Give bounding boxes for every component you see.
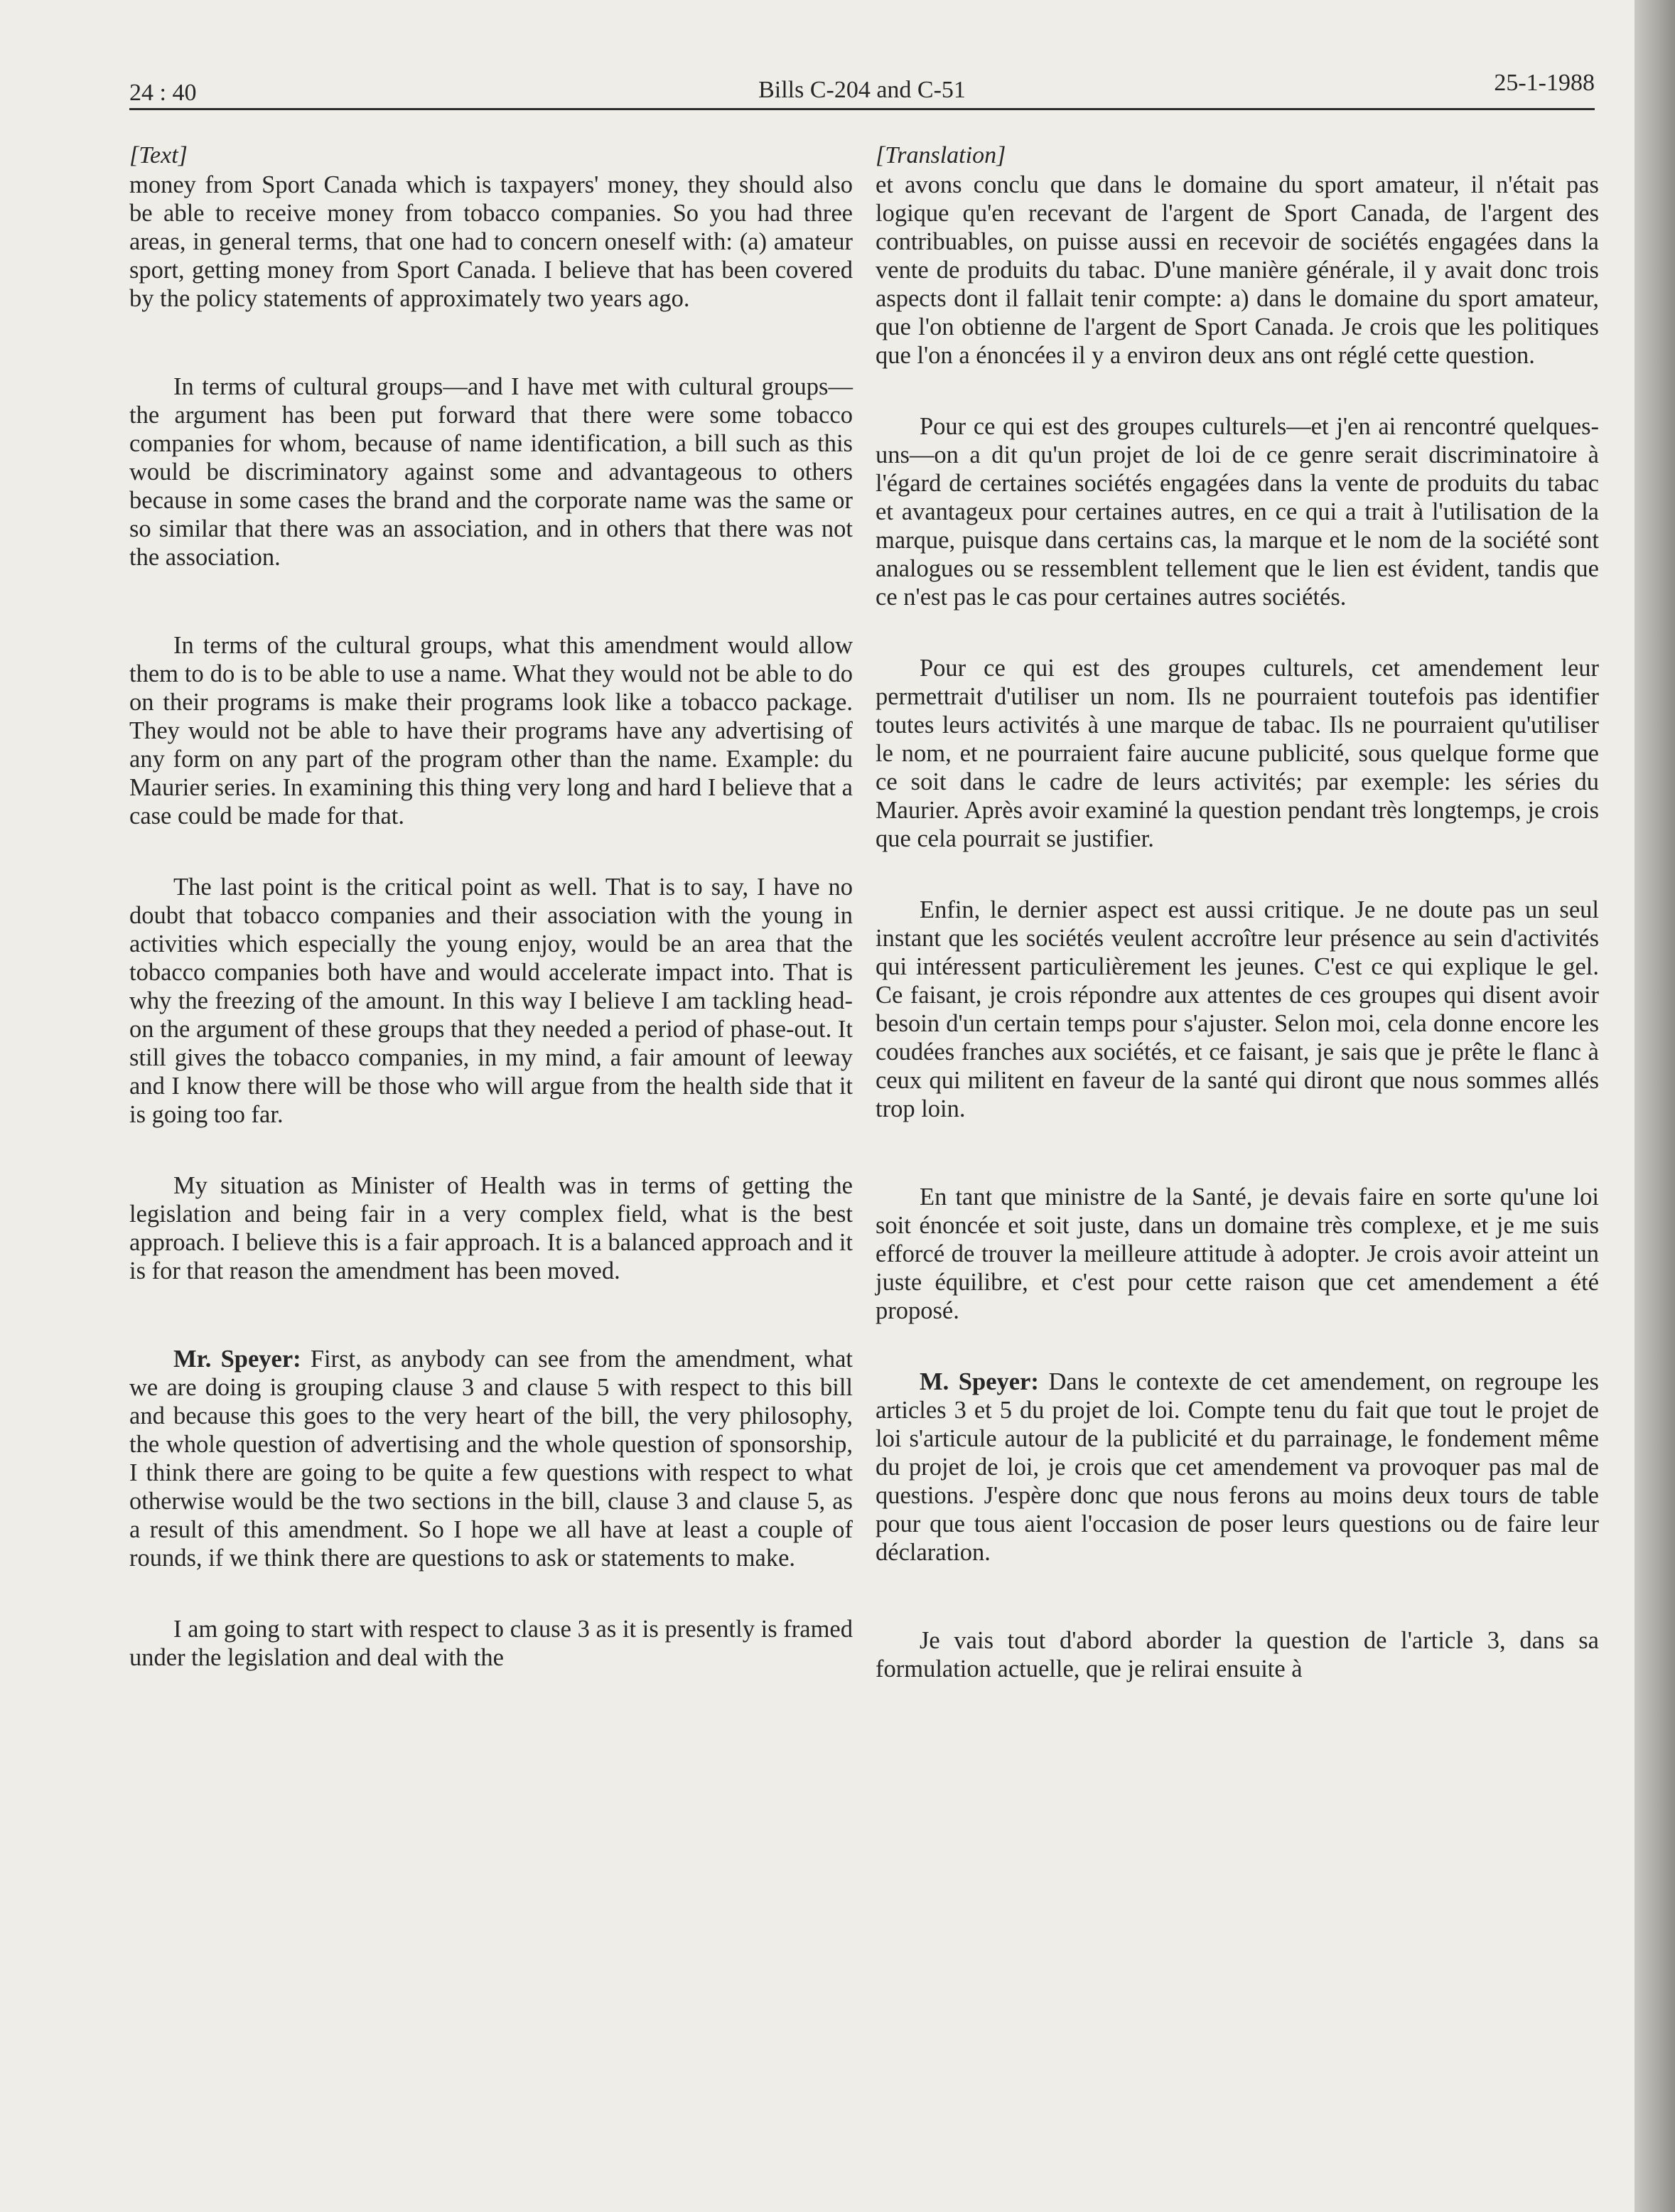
header-rule <box>129 108 1595 110</box>
speaker-text: Dans le contexte de cet amendement, on regroupe les articles 3 et 5 du projet de loi. Compte tenu du fait que tout le projet de loi s'articule autour de la publicité et du parrainage, le fondement même du projet de loi, je crois que cet amendement va provoquer pas mal de questions. J'espère donc que nous ferons au moins deux tours de table pour que tous aient l'occasion de poser leurs questions ou de faire leur déclaration. <box>876 1368 1599 1566</box>
speaker-text: First, as anybody can see from the amendment, what we are doing is grouping clause 3 and clause 5 with respect to this bill and because this goes to the very heart of the bill, the very philosophy, the whole question of advertising and the whole question of sponsorship, I think there are going to be quite a few questions with respect to what otherwise would be the two sections in the bill, clause 3 and clause 5, as a result of this amendment. So I hope we all have at least a couple of rounds, if we think there are questions to ask or statements to make. <box>129 1346 853 1572</box>
paragraph: The last point is the critical point as well. That is to say, I have no doubt that tobacco companies and their association with the young in activities which especially the young enjoy, would be an area that the tobacco companies both have and would accelerate impact into. That is why the freezing of the amount. In this way I believe I am tackling head-on the argument of these groups that they needed a period of phase-out. It still gives the tobacco companies, in my mind, a fair amount of leeway and I know there will be those who will argue from the health side that it is going too far. <box>129 874 853 1128</box>
paragraph: En tant que ministre de la Santé, je devais faire en sorte qu'une loi soit énoncée et soit juste, dans un domaine très complexe, et je me suis efforcé de trouver la meilleure attitude à adopter. Je crois avoir atteint un juste équilibre, et c'est pour cette raison que cet amendement a été proposé. <box>876 1183 1599 1324</box>
paragraph: In terms of the cultural groups, what this amendment would allow them to do is to be able to use a name. What they would not be able to do on their programs is make their programs look like a tobacco package. They would not be able to have their programs have any advertising of any form on any part of the program other than the name. Example: du Maurier series. In examining this thing very long and hard I believe that a case could be made for that. <box>129 632 853 830</box>
english-column <box>129 141 853 1672</box>
french-column <box>876 141 1599 1683</box>
running-title: Bills C-204 and C-51 <box>758 77 966 103</box>
page-edge <box>1634 0 1675 2212</box>
paragraph: I am going to start with respect to clause 3 as it is presently is framed under the legislation and deal with the <box>129 1616 853 1671</box>
speaker-paragraph <box>129 1345 853 1572</box>
paragraph: money from Sport Canada which is taxpayers' money, they should also be able to receive money from tobacco companies. So you had three areas, in general terms, that one had to concern oneself with: (a) amateur sport, getting money from Sport Canada. I believe that has been covered by the policy statements of approximately two years ago. <box>129 171 853 312</box>
text-tag: [Text] <box>129 142 188 168</box>
translation-tag: [Translation] <box>876 142 1006 168</box>
paragraph: Pour ce qui est des groupes culturels—et j'en ai rencontré quelques-uns—on a dit qu'un projet de loi de ce genre serait discriminatoire à l'égard de certaines sociétés engagées dans la vente de produits du tabac et avantageux pour certaines autres, en ce qui a trait à l'utilisation de la marque, puisque dans certains cas, la marque et le nom de la société sont analogues ou se ressemblent tellement que le lien est évident, tandis que ce n'est pas le cas pour certaines autres sociétés. <box>876 413 1599 611</box>
paragraph: My situation as Minister of Health was in terms of getting the legislation and being fair in a very complex field, what is the best approach. I believe this is a fair approach. It is a balanced approach and it is for that reason the amendment has been moved. <box>129 1172 853 1284</box>
speaker-name: M. Speyer: <box>920 1368 1039 1395</box>
header-date: 25-1-1988 <box>1494 70 1595 96</box>
paragraph: In terms of cultural groups—and I have met with cultural groups—the argument has been put forward that there were some tobacco companies for whom, because of name identification, a bill such as this would be discriminatory against some and advantageous to others because in some cases the brand and the corporate name was the same or so similar that there was an association, and in others that there was not the association. <box>129 373 853 571</box>
page-header <box>129 68 1595 111</box>
paragraph: Enfin, le dernier aspect est aussi critique. Je ne doute pas un seul instant que les sociétés veulent accroître leur présence au sein d'activités qui intéressent particulièrement les jeunes. C'est ce qui explique le gel. Ce faisant, je crois répondre aux attentes de ces groupes qui disent avoir besoin d'un certain temps pour s'ajuster. Selon moi, cela donne encore les coudées franches aux sociétés, et ce faisant, je sais que je prête le flanc à ceux qui militent en faveur de la santé qui diront que nous sommes allés trop loin. <box>876 896 1599 1122</box>
paragraph: Je vais tout d'abord aborder la question de l'article 3, dans sa formulation actuelle, que je relirai ensuite à <box>876 1627 1599 1682</box>
speaker-paragraph <box>876 1368 1599 1567</box>
paragraph: et avons conclu que dans le domaine du sport amateur, il n'était pas logique qu'en recevant de l'argent de Sport Canada, de l'argent des contribuables, on puisse aussi en recevoir de sociétés engagées dans la vente de produits du tabac. D'une manière générale, il y avait donc trois aspects dont il fallait tenir compte: a) dans le domaine du sport amateur, que l'on obtienne de l'argent de Sport Canada. Je crois que les politiques que l'on a énoncées il y a environ deux ans ont réglé cette question. <box>876 171 1599 369</box>
page-number: 24 : 40 <box>129 80 197 106</box>
paragraph: Pour ce qui est des groupes culturels, cet amendement leur permettrait d'utiliser un nom. Ils ne pourraient toutefois pas identifier toutes leurs activités à une marque de tabac. Ils ne pourraient qu'utiliser le nom, et ne pourraient faire aucune publicité, sous quelque forme que ce soit dans le cadre de leurs activités; par exemple: les séries du Maurier. Après avoir examiné la question pendant très longtemps, je crois que cela pourrait se justifier. <box>876 655 1599 852</box>
speaker-name: Mr. Speyer: <box>173 1346 301 1373</box>
